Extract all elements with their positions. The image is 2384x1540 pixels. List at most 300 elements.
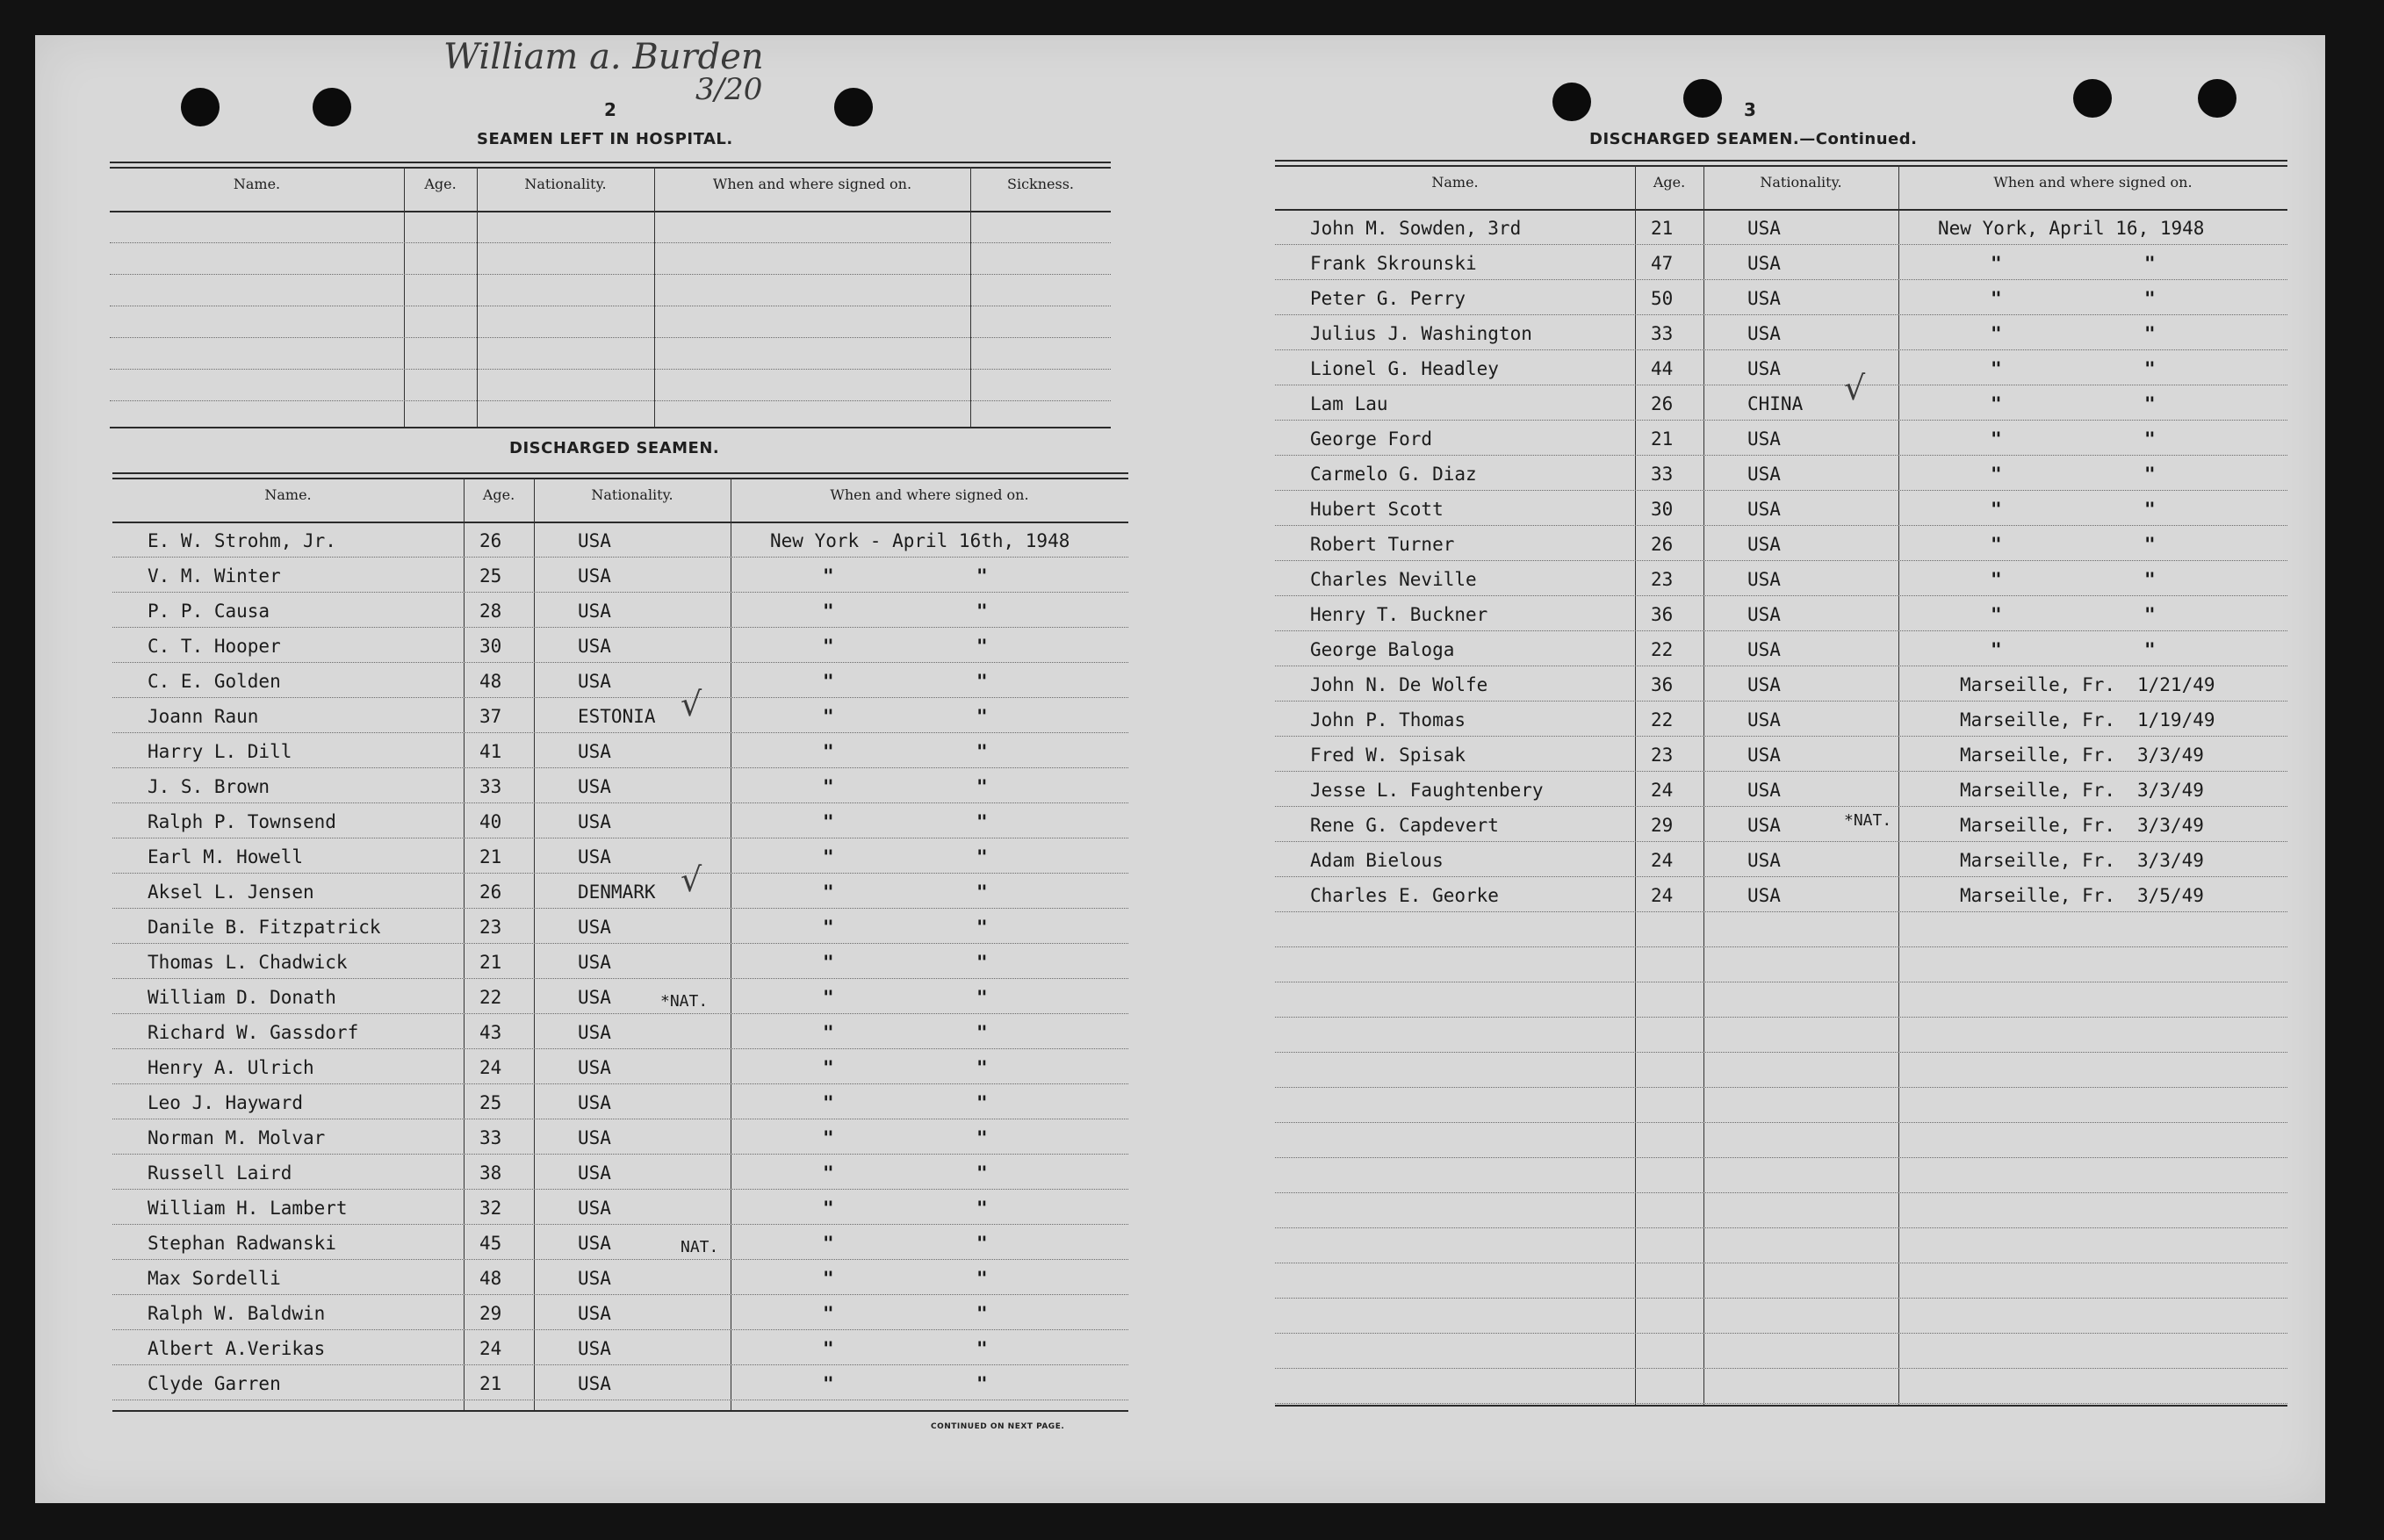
row-line	[112, 978, 1128, 979]
ditto-mark: "	[1991, 499, 2002, 520]
row-line	[1275, 911, 2287, 912]
signed-on-date: 3/3/49	[2137, 815, 2204, 836]
ditto-mark: "	[976, 1233, 988, 1254]
seaman-name: Earl M. Howell	[148, 846, 304, 867]
row-line	[1275, 1157, 2287, 1158]
ditto-mark: "	[823, 1373, 834, 1394]
ditto-mark: "	[976, 776, 988, 797]
seaman-name: Ralph P. Townsend	[148, 811, 336, 832]
seaman-nationality: USA	[1747, 674, 1781, 695]
seaman-nationality: USA	[1747, 709, 1781, 730]
seaman-nationality: USA	[578, 952, 611, 973]
punch-hole	[834, 88, 873, 126]
ditto-mark: "	[976, 846, 988, 867]
signed-on-place: New York - April 16th, 1948	[770, 530, 1070, 551]
ditto-mark: "	[976, 1268, 988, 1289]
column-divider	[1635, 165, 1636, 1405]
ditto-mark: "	[1991, 534, 2002, 555]
handwritten-date: 3/20	[695, 72, 763, 107]
row-line	[1275, 1333, 2287, 1334]
ditto-mark: "	[2144, 639, 2156, 660]
seaman-name: P. P. Causa	[148, 601, 270, 622]
seaman-name: Joann Raun	[148, 706, 259, 727]
seaman-nationality: USA	[578, 636, 611, 657]
seaman-name: Fred W. Spisak	[1310, 745, 1466, 766]
seaman-age: 21	[479, 846, 502, 867]
seaman-age: 40	[479, 811, 502, 832]
seaman-name: Julius J. Washington	[1310, 323, 1532, 344]
left-page	[35, 35, 1168, 1503]
seaman-age: 24	[1651, 780, 1674, 801]
ditto-mark: "	[823, 636, 834, 657]
seaman-age: 38	[479, 1162, 502, 1184]
seaman-age: 47	[1651, 253, 1674, 274]
seaman-nationality: USA	[1747, 639, 1781, 660]
ditto-mark: "	[976, 601, 988, 622]
row-line	[112, 873, 1128, 874]
ditto-mark: "	[2144, 253, 2156, 274]
seaman-age: 24	[479, 1338, 502, 1359]
column-header: When and where signed on.	[1993, 174, 2193, 191]
signed-on-date: 3/3/49	[2137, 780, 2204, 801]
ditto-mark: "	[1991, 604, 2002, 625]
row-line	[112, 1259, 1128, 1260]
seaman-name: Aksel L. Jensen	[148, 882, 314, 903]
column-header: When and where signed on.	[830, 486, 1029, 503]
nat-note: *NAT.	[660, 992, 709, 1011]
seaman-name: Leo J. Hayward	[148, 1092, 304, 1113]
hospital-section-title: SEAMEN LEFT IN HOSPITAL.	[477, 130, 733, 148]
seaman-nationality: USA	[1747, 323, 1781, 344]
ditto-mark: "	[976, 882, 988, 903]
seaman-nationality: USA	[578, 1233, 611, 1254]
ditto-mark: "	[976, 671, 988, 692]
row-line	[1275, 1052, 2287, 1053]
seaman-nationality: USA	[1747, 288, 1781, 309]
column-divider	[654, 167, 655, 427]
seaman-age: 50	[1651, 288, 1674, 309]
ditto-mark: "	[1991, 358, 2002, 379]
seaman-nationality: USA	[578, 671, 611, 692]
seaman-age: 30	[479, 636, 502, 657]
ditto-mark: "	[823, 565, 834, 586]
seaman-nationality: USA	[578, 1022, 611, 1043]
ditto-mark: "	[2144, 393, 2156, 414]
ditto-mark: "	[1991, 464, 2002, 485]
seaman-age: 25	[479, 565, 502, 586]
signed-on-date: 3/3/49	[2137, 850, 2204, 871]
ditto-mark: "	[1991, 569, 2002, 590]
ditto-mark: "	[976, 1127, 988, 1148]
continued-note: CONTINUED ON NEXT PAGE.	[931, 1422, 1065, 1431]
seaman-nationality: USA	[578, 1057, 611, 1078]
row-line	[110, 400, 1111, 401]
row-line	[112, 697, 1128, 698]
seaman-name: Henry A. Ulrich	[148, 1057, 314, 1078]
row-line	[1275, 736, 2287, 737]
ditto-mark: "	[976, 1338, 988, 1359]
checkmark: √	[681, 860, 702, 899]
ditto-mark: "	[823, 1092, 834, 1113]
seaman-nationality: USA	[1747, 358, 1781, 379]
seaman-nationality: USA	[578, 1162, 611, 1184]
seaman-age: 30	[1651, 499, 1674, 520]
punch-hole	[1683, 79, 1722, 118]
signed-on-place: Marseille, Fr.	[1960, 815, 2116, 836]
signed-on-place: Marseille, Fr.	[1960, 674, 2116, 695]
seaman-name: Danile B. Fitzpatrick	[148, 917, 381, 938]
column-divider	[534, 478, 535, 1410]
punch-hole	[1552, 83, 1591, 121]
signed-on-date: 3/5/49	[2137, 885, 2204, 906]
seaman-name: Adam Bielous	[1310, 850, 1444, 871]
header-rule	[110, 211, 1111, 212]
seaman-nationality: DENMARK	[578, 882, 656, 903]
seaman-name: John P. Thomas	[1310, 709, 1466, 730]
seaman-nationality: USA	[578, 776, 611, 797]
ditto-mark: "	[976, 1198, 988, 1219]
ditto-mark: "	[976, 706, 988, 727]
seaman-nationality: USA	[1747, 253, 1781, 274]
row-line	[1275, 279, 2287, 280]
ditto-mark: "	[823, 671, 834, 692]
seaman-age: 21	[1651, 428, 1674, 450]
column-divider	[1898, 165, 1899, 1405]
row-line	[1275, 946, 2287, 947]
ditto-mark: "	[976, 636, 988, 657]
seaman-age: 21	[479, 1373, 502, 1394]
ditto-mark: "	[823, 1303, 834, 1324]
column-header: Name.	[233, 176, 281, 192]
row-line	[1275, 1368, 2287, 1369]
ditto-mark: "	[976, 565, 988, 586]
row-line	[1275, 1087, 2287, 1088]
seaman-age: 33	[479, 776, 502, 797]
row-line	[1275, 1192, 2287, 1193]
seaman-nationality: USA	[1747, 464, 1781, 485]
ditto-mark: "	[823, 1268, 834, 1289]
ditto-mark: "	[2144, 534, 2156, 555]
seaman-name: Henry T. Buckner	[1310, 604, 1488, 625]
seaman-nationality: USA	[578, 846, 611, 867]
seaman-name: Albert A.Verikas	[148, 1338, 326, 1359]
seaman-age: 21	[1651, 218, 1674, 239]
document-sheet	[35, 35, 2325, 1503]
row-line	[1275, 841, 2287, 842]
row-line	[112, 662, 1128, 663]
checkmark: √	[1844, 369, 1866, 407]
seaman-nationality: USA	[578, 987, 611, 1008]
ditto-mark: "	[976, 952, 988, 973]
seaman-name: Charles Neville	[1310, 569, 1477, 590]
table-bottom-rule	[1275, 1405, 2287, 1407]
seaman-name: Jesse L. Faughtenbery	[1310, 780, 1544, 801]
signed-on-place: New York, April 16, 1948	[1938, 218, 2205, 239]
ditto-mark: "	[2144, 358, 2156, 379]
ditto-mark: "	[823, 917, 834, 938]
ditto-mark: "	[823, 1057, 834, 1078]
seaman-nationality: USA	[1747, 534, 1781, 555]
row-line	[1275, 1122, 2287, 1123]
column-header: When and where signed on.	[712, 176, 912, 192]
signed-on-place: Marseille, Fr.	[1960, 850, 2116, 871]
signed-on-place: Marseille, Fr.	[1960, 745, 2116, 766]
ditto-mark: "	[976, 1303, 988, 1324]
column-header: Nationality.	[1760, 174, 1842, 191]
right-page	[1212, 35, 2325, 1503]
table-bottom-rule	[112, 1410, 1128, 1412]
ditto-mark: "	[976, 987, 988, 1008]
seaman-name: Richard W. Gassdorf	[148, 1022, 359, 1043]
seaman-age: 23	[1651, 569, 1674, 590]
row-line	[112, 1189, 1128, 1190]
ditto-mark: "	[823, 1198, 834, 1219]
ditto-mark: "	[823, 776, 834, 797]
seaman-nationality: USA	[578, 1127, 611, 1148]
seaman-name: E. W. Strohm, Jr.	[148, 530, 336, 551]
ditto-mark: "	[976, 741, 988, 762]
row-line	[112, 1083, 1128, 1084]
seaman-nationality: USA	[1747, 745, 1781, 766]
ditto-mark: "	[823, 741, 834, 762]
seaman-nationality: USA	[1747, 569, 1781, 590]
seaman-age: 24	[1651, 885, 1674, 906]
signed-on-place: Marseille, Fr.	[1960, 709, 2116, 730]
row-line	[1275, 455, 2287, 456]
nat-note: *NAT.	[1844, 811, 1892, 830]
signed-on-place: Marseille, Fr.	[1960, 780, 2116, 801]
seaman-name: Clyde Garren	[148, 1373, 281, 1394]
seaman-name: Peter G. Perry	[1310, 288, 1466, 309]
seaman-nationality: USA	[578, 1373, 611, 1394]
row-line	[1275, 1298, 2287, 1299]
seaman-age: 29	[1651, 815, 1674, 836]
checkmark: √	[681, 685, 702, 723]
row-line	[112, 1364, 1128, 1365]
seaman-nationality: CHINA	[1747, 393, 1804, 414]
row-line	[112, 767, 1128, 768]
seaman-age: 26	[1651, 393, 1674, 414]
seaman-nationality: USA	[578, 741, 611, 762]
seaman-name: Stephan Radwanski	[148, 1233, 336, 1254]
seaman-age: 28	[479, 601, 502, 622]
row-line	[112, 592, 1128, 593]
seaman-nationality: USA	[578, 530, 611, 551]
seaman-nationality: USA	[578, 1092, 611, 1113]
column-header: Sickness.	[1006, 176, 1074, 192]
column-divider	[464, 478, 465, 1410]
seaman-age: 37	[479, 706, 502, 727]
seaman-nationality: USA	[1747, 885, 1781, 906]
seaman-age: 26	[1651, 534, 1674, 555]
ditto-mark: "	[823, 987, 834, 1008]
ditto-mark: "	[823, 846, 834, 867]
discharged-section-title: DISCHARGED SEAMEN.	[509, 439, 720, 457]
seaman-name: George Ford	[1310, 428, 1433, 450]
seaman-nationality: USA	[578, 811, 611, 832]
column-header: Age.	[1653, 174, 1686, 191]
row-line	[112, 1294, 1128, 1295]
column-header: Age.	[482, 486, 515, 503]
seaman-name: Ralph W. Baldwin	[148, 1303, 326, 1324]
ditto-mark: "	[1991, 253, 2002, 274]
row-line	[1275, 560, 2287, 561]
ditto-mark: "	[823, 1022, 834, 1043]
seaman-name: Lam Lau	[1310, 393, 1388, 414]
column-header: Name.	[1431, 174, 1479, 191]
page-number: 2	[604, 99, 616, 120]
seaman-name: Thomas L. Chadwick	[148, 952, 348, 973]
row-line	[1275, 420, 2287, 421]
seaman-name: William H. Lambert	[148, 1198, 348, 1219]
seaman-nationality: USA	[1747, 428, 1781, 450]
row-line	[1275, 490, 2287, 491]
seaman-age: 29	[479, 1303, 502, 1324]
column-header: Name.	[264, 486, 312, 503]
seaman-name: William D. Donath	[148, 987, 336, 1008]
row-line	[1275, 771, 2287, 772]
column-header: Nationality.	[524, 176, 607, 192]
ditto-mark: "	[1991, 323, 2002, 344]
ditto-mark: "	[2144, 288, 2156, 309]
ditto-mark: "	[823, 1127, 834, 1148]
ditto-mark: "	[2144, 499, 2156, 520]
ditto-mark: "	[2144, 323, 2156, 344]
header-rule	[112, 522, 1128, 523]
punch-hole	[313, 88, 351, 126]
seaman-age: 26	[479, 882, 502, 903]
seaman-age: 43	[479, 1022, 502, 1043]
row-line	[110, 274, 1111, 275]
seaman-name: Charles E. Georke	[1310, 885, 1499, 906]
ditto-mark: "	[823, 601, 834, 622]
row-line	[110, 369, 1111, 370]
seaman-age: 33	[1651, 464, 1674, 485]
ditto-mark: "	[2144, 569, 2156, 590]
ditto-mark: "	[976, 1373, 988, 1394]
ditto-mark: "	[2144, 428, 2156, 450]
column-divider	[970, 167, 971, 427]
ditto-mark: "	[976, 1022, 988, 1043]
ditto-mark: "	[976, 1162, 988, 1184]
seaman-nationality: USA	[578, 601, 611, 622]
ditto-mark: "	[976, 1092, 988, 1113]
seaman-age: 26	[479, 530, 502, 551]
row-line	[1275, 595, 2287, 596]
seaman-name: C. T. Hooper	[148, 636, 281, 657]
seaman-nationality: USA	[1747, 780, 1781, 801]
seaman-nationality: USA	[578, 565, 611, 586]
signature: William a. Burden	[443, 37, 764, 77]
seaman-name: Robert Turner	[1310, 534, 1455, 555]
seaman-age: 21	[479, 952, 502, 973]
ditto-mark: "	[976, 1057, 988, 1078]
punch-hole	[181, 88, 220, 126]
seaman-nationality: USA	[578, 1338, 611, 1359]
ditto-mark: "	[823, 882, 834, 903]
seaman-age: 23	[1651, 745, 1674, 766]
seaman-age: 22	[1651, 639, 1674, 660]
seaman-age: 36	[1651, 604, 1674, 625]
seaman-nationality: USA	[578, 1268, 611, 1289]
ditto-mark: "	[823, 706, 834, 727]
seaman-nationality: USA	[1747, 815, 1781, 836]
column-divider	[477, 167, 478, 427]
header-rule	[1275, 209, 2287, 211]
row-line	[112, 802, 1128, 803]
seaman-nationality: USA	[1747, 850, 1781, 871]
row-line	[112, 732, 1128, 733]
row-line	[112, 1329, 1128, 1330]
seaman-age: 22	[1651, 709, 1674, 730]
signed-on-date: 1/19/49	[2137, 709, 2215, 730]
signed-on-date: 3/3/49	[2137, 745, 2204, 766]
seaman-name: Frank Skrounski	[1310, 253, 1477, 274]
ditto-mark: "	[1991, 428, 2002, 450]
row-line	[1275, 806, 2287, 807]
row-line	[1275, 1017, 2287, 1018]
punch-hole	[2073, 79, 2112, 118]
seaman-age: 41	[479, 741, 502, 762]
seaman-age: 25	[479, 1092, 502, 1113]
seaman-nationality: USA	[1747, 218, 1781, 239]
seaman-name: J. S. Brown	[148, 776, 270, 797]
seaman-name: Harry L. Dill	[148, 741, 292, 762]
seaman-age: 48	[479, 671, 502, 692]
row-line	[112, 908, 1128, 909]
seaman-age: 45	[479, 1233, 502, 1254]
row-line	[1275, 701, 2287, 702]
seaman-age: 36	[1651, 674, 1674, 695]
seaman-name: Rene G. Capdevert	[1310, 815, 1499, 836]
ditto-mark: "	[823, 1162, 834, 1184]
ditto-mark: "	[823, 1338, 834, 1359]
row-line	[110, 337, 1111, 338]
row-line	[112, 1013, 1128, 1014]
seaman-name: John N. De Wolfe	[1310, 674, 1488, 695]
seaman-nationality: USA	[1747, 604, 1781, 625]
table-top-rule	[110, 162, 1111, 169]
column-header: Age.	[424, 176, 457, 192]
seaman-name: John M. Sowden, 3rd	[1310, 218, 1522, 239]
table-bottom-rule	[110, 427, 1111, 428]
row-line	[112, 943, 1128, 944]
row-line	[112, 1048, 1128, 1049]
seaman-age: 24	[479, 1057, 502, 1078]
row-line	[1275, 349, 2287, 350]
row-line	[1275, 525, 2287, 526]
seaman-name: C. E. Golden	[148, 671, 281, 692]
page-number: 3	[1744, 99, 1756, 120]
table-top-rule	[1275, 160, 2287, 167]
row-line	[1275, 1227, 2287, 1228]
ditto-mark: "	[2144, 604, 2156, 625]
row-line	[1275, 1403, 2287, 1404]
seaman-name: Carmelo G. Diaz	[1310, 464, 1477, 485]
seaman-age: 24	[1651, 850, 1674, 871]
table-top-rule	[112, 472, 1128, 479]
continued-section-title: DISCHARGED SEAMEN.—Continued.	[1589, 130, 1918, 148]
row-line	[112, 627, 1128, 628]
column-divider	[1703, 165, 1704, 1405]
seaman-nationality: USA	[1747, 499, 1781, 520]
ditto-mark: "	[1991, 639, 2002, 660]
seaman-age: 23	[479, 917, 502, 938]
row-line	[1275, 314, 2287, 315]
ditto-mark: "	[823, 1233, 834, 1254]
seaman-age: 33	[479, 1127, 502, 1148]
seaman-nationality: USA	[578, 1303, 611, 1324]
